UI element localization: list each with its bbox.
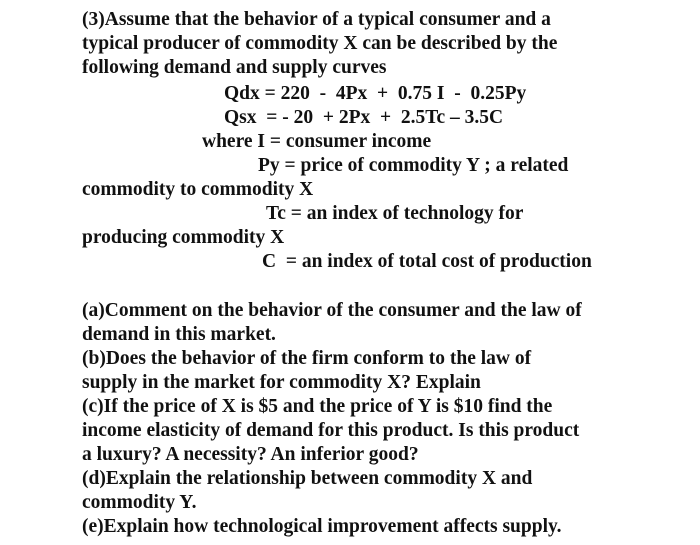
part-c-line-1: (c)If the price of X is $5 and the price of Y is $10 find the [82, 396, 553, 417]
definition-price-y: Py = price of commodity Y ; a related [258, 155, 569, 176]
definition-technology: Tc = an index of technology for [266, 203, 524, 224]
part-b-line-2: supply in the market for commodity X? Explain [82, 372, 481, 393]
part-c-line-2: income elasticity of demand for this product. Is this product [82, 420, 580, 441]
intro-line-1: (3)Assume that the behavior of a typical consumer and a [82, 9, 551, 30]
part-d-line-2: commodity Y. [82, 492, 197, 513]
definition-income: where I = consumer income [202, 131, 432, 152]
definition-technology-continued: producing commodity X [82, 227, 285, 248]
definition-cost: C = an index of total cost of production [262, 251, 592, 272]
intro-line-2: typical producer of commodity X can be described by the [82, 33, 558, 54]
intro-line-3: following demand and supply curves [82, 57, 387, 78]
part-d-line-1: (d)Explain the relationship between commodity X and [82, 468, 533, 489]
definition-price-y-continued: commodity to commodity X [82, 179, 314, 200]
part-b-line-1: (b)Does the behavior of the firm conform to the law of [82, 348, 532, 369]
part-e-line-1: (e)Explain how technological improvement affects supply. [82, 516, 562, 537]
part-c-line-3: a luxury? A necessity? An inferior good? [82, 444, 419, 465]
demand-equation: Qdx = 220 - 4Px + 0.75 I - 0.25Py [224, 83, 527, 104]
supply-equation: Qsx = - 20 + 2Px + 2.5Tc – 3.5C [224, 107, 504, 128]
part-a-line-1: (a)Comment on the behavior of the consumer and the law of [82, 300, 582, 321]
part-a-line-2: demand in this market. [82, 324, 276, 345]
